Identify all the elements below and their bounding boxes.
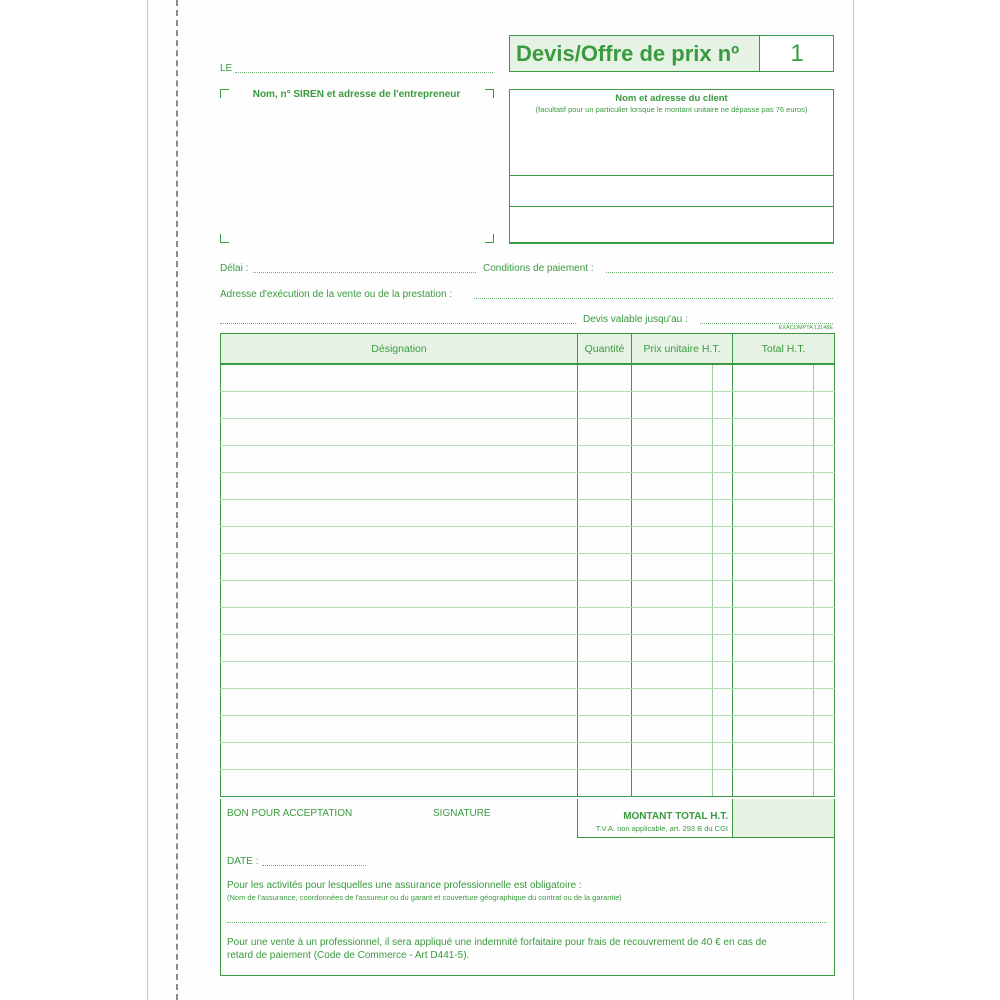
delai-field[interactable] <box>253 272 476 273</box>
prix-unitaire-cell[interactable] <box>632 500 713 527</box>
total-cell[interactable] <box>733 770 814 797</box>
table-row <box>221 554 835 581</box>
conditions-label: Conditions de paiement : <box>483 263 594 274</box>
designation-cell[interactable] <box>221 716 578 743</box>
table-row <box>221 581 835 608</box>
quantite-cell[interactable] <box>578 743 632 770</box>
valable-label: Devis valable jusqu'au : <box>583 314 688 325</box>
prix-unitaire-cell[interactable] <box>632 608 713 635</box>
table-row <box>221 473 835 500</box>
table-row <box>221 364 835 392</box>
designation-cell[interactable] <box>221 527 578 554</box>
client-field-2[interactable] <box>510 176 833 205</box>
total-cents-cell[interactable] <box>814 662 835 689</box>
prix-unitaire-cents-cell[interactable] <box>713 446 733 473</box>
le-date-field[interactable] <box>235 72 493 73</box>
table-row <box>221 500 835 527</box>
prix-unitaire-cents-cell[interactable] <box>713 635 733 662</box>
table-row <box>221 635 835 662</box>
total-cents-cell[interactable] <box>814 608 835 635</box>
prix-unitaire-cell[interactable] <box>632 716 713 743</box>
indemnite-line-1: Pour une vente à un professionnel, il sera appliqué une indemnité forfaitaire pour frais de recouvrement de 40 € en cas de <box>227 937 767 948</box>
prix-unitaire-cents-cell[interactable] <box>713 743 733 770</box>
designation-cell[interactable] <box>221 554 578 581</box>
tva-note: T.V.A. non applicable, art. 293 B du CGI <box>595 824 728 833</box>
prix-unitaire-cell[interactable] <box>632 662 713 689</box>
document-number: 1 <box>790 40 804 67</box>
entrepreneur-label: Nom, n° SIREN et adresse de l'entrepreneur <box>252 89 461 100</box>
total-cents-cell[interactable] <box>814 392 835 419</box>
header-prix-unitaire: Prix unitaire H.T. <box>632 334 733 365</box>
total-cents-cell[interactable] <box>814 554 835 581</box>
signature-label: SIGNATURE <box>433 808 491 819</box>
prix-unitaire-cents-cell[interactable] <box>713 716 733 743</box>
title-box <box>509 35 834 72</box>
total-cell[interactable] <box>733 581 814 608</box>
total-box <box>577 799 835 838</box>
prix-unitaire-cell[interactable] <box>632 527 713 554</box>
total-cell[interactable] <box>733 608 814 635</box>
total-cents-cell[interactable] <box>814 581 835 608</box>
prix-unitaire-cents-cell[interactable] <box>713 689 733 716</box>
table-row <box>221 689 835 716</box>
indemnite-line-2: retard de paiement (Code de Commerce - Art D441-5). <box>227 950 470 961</box>
table-row <box>221 392 835 419</box>
prix-unitaire-cents-cell[interactable] <box>713 392 733 419</box>
prix-unitaire-cell[interactable] <box>632 446 713 473</box>
total-cell[interactable] <box>733 743 814 770</box>
quantite-cell[interactable] <box>578 608 632 635</box>
total-cents-cell[interactable] <box>814 770 835 797</box>
header-designation: Désignation <box>221 334 578 365</box>
total-cell[interactable] <box>733 716 814 743</box>
conditions-field[interactable] <box>606 272 833 273</box>
adresse-field[interactable] <box>474 298 833 299</box>
table-row <box>221 743 835 770</box>
prix-unitaire-cents-cell[interactable] <box>713 473 733 500</box>
total-cents-cell[interactable] <box>814 364 835 392</box>
designation-cell[interactable] <box>221 608 578 635</box>
total-cents-cell[interactable] <box>814 635 835 662</box>
table-row <box>221 419 835 446</box>
total-cell[interactable] <box>733 554 814 581</box>
quantite-cell[interactable] <box>578 392 632 419</box>
designation-cell[interactable] <box>221 662 578 689</box>
prix-unitaire-cell[interactable] <box>632 364 713 392</box>
client-field-3[interactable] <box>510 207 833 237</box>
prix-unitaire-cents-cell[interactable] <box>713 419 733 446</box>
prix-unitaire-cell[interactable] <box>632 743 713 770</box>
quantite-cell[interactable] <box>578 473 632 500</box>
assurance-field[interactable] <box>227 922 827 923</box>
quantite-cell[interactable] <box>578 419 632 446</box>
total-value-field[interactable] <box>733 799 834 837</box>
total-cell[interactable] <box>733 392 814 419</box>
total-cents-cell[interactable] <box>814 743 835 770</box>
assurance-note: (Nom de l'assurance, coordonnées de l'assureur ou du garant et couverture géographique du contrat ou de la garantie) <box>227 893 622 902</box>
total-cents-cell[interactable] <box>814 446 835 473</box>
designation-cell[interactable] <box>221 473 578 500</box>
prix-unitaire-cents-cell[interactable] <box>713 364 733 392</box>
corner-mark <box>220 234 229 243</box>
document-title: Devis/Offre de prix nº <box>510 36 760 71</box>
table-row <box>221 446 835 473</box>
client-field-1[interactable] <box>510 118 833 175</box>
total-cents-cell[interactable] <box>814 527 835 554</box>
quantite-cell[interactable] <box>578 364 632 392</box>
total-label: MONTANT TOTAL H.T. <box>623 811 728 822</box>
quantite-cell[interactable] <box>578 446 632 473</box>
designation-cell[interactable] <box>221 770 578 797</box>
total-cents-cell[interactable] <box>814 473 835 500</box>
client-title: Nom et adresse du client <box>615 93 728 104</box>
prix-unitaire-cents-cell[interactable] <box>713 500 733 527</box>
le-label: LE <box>220 63 233 74</box>
date-field[interactable] <box>262 865 366 866</box>
designation-cell[interactable] <box>221 392 578 419</box>
total-cents-cell[interactable] <box>814 716 835 743</box>
perforation-line <box>176 0 178 1000</box>
items-body <box>221 364 835 797</box>
total-cell[interactable] <box>733 527 814 554</box>
table-row <box>221 608 835 635</box>
prix-unitaire-cell[interactable] <box>632 689 713 716</box>
date-label: DATE : <box>227 856 259 867</box>
prix-unitaire-cents-cell[interactable] <box>713 608 733 635</box>
total-cell[interactable] <box>733 473 814 500</box>
total-cell[interactable] <box>733 364 814 392</box>
prix-unitaire-cell[interactable] <box>632 473 713 500</box>
table-row <box>221 716 835 743</box>
quantite-cell[interactable] <box>578 635 632 662</box>
total-cell[interactable] <box>733 689 814 716</box>
prix-unitaire-cents-cell[interactable] <box>713 527 733 554</box>
designation-cell[interactable] <box>221 364 578 392</box>
assurance-label: Pour les activités pour lesquelles une assurance professionnelle est obligatoire : <box>227 880 582 891</box>
quantite-cell[interactable] <box>578 500 632 527</box>
prix-unitaire-cell[interactable] <box>632 554 713 581</box>
designation-cell[interactable] <box>221 689 578 716</box>
quantite-cell[interactable] <box>578 581 632 608</box>
quantite-cell[interactable] <box>578 662 632 689</box>
total-cell[interactable] <box>733 446 814 473</box>
prix-unitaire-cell[interactable] <box>632 770 713 797</box>
quantite-cell[interactable] <box>578 716 632 743</box>
prix-unitaire-cents-cell[interactable] <box>713 662 733 689</box>
designation-cell[interactable] <box>221 446 578 473</box>
total-cents-cell[interactable] <box>814 689 835 716</box>
prix-unitaire-cell[interactable] <box>632 635 713 662</box>
quantite-cell[interactable] <box>578 554 632 581</box>
valable-field[interactable] <box>700 323 833 324</box>
items-table <box>220 333 835 797</box>
adresse-field-2[interactable] <box>220 323 576 324</box>
total-cents-cell[interactable] <box>814 500 835 527</box>
total-cell[interactable] <box>733 419 814 446</box>
header-total: Total H.T. <box>733 334 835 365</box>
quantite-cell[interactable] <box>578 770 632 797</box>
delai-label: Délai : <box>220 263 249 274</box>
table-row <box>221 770 835 797</box>
total-cents-cell[interactable] <box>814 419 835 446</box>
designation-cell[interactable] <box>221 500 578 527</box>
table-header-row <box>221 334 835 365</box>
prix-unitaire-cell[interactable] <box>632 392 713 419</box>
total-label-cell <box>578 799 733 837</box>
total-cell[interactable] <box>733 635 814 662</box>
header-quantite: Quantité <box>578 334 632 365</box>
designation-cell[interactable] <box>221 419 578 446</box>
signature-field[interactable] <box>227 825 567 855</box>
adresse-label: Adresse d'exécution de la vente ou de la prestation : <box>220 289 453 300</box>
entrepreneur-field[interactable] <box>230 105 483 230</box>
corner-mark <box>485 234 494 243</box>
prix-unitaire-cents-cell[interactable] <box>713 554 733 581</box>
bon-label: BON POUR ACCEPTATION <box>227 808 353 819</box>
prix-unitaire-cents-cell[interactable] <box>713 581 733 608</box>
table-row <box>221 662 835 689</box>
designation-cell[interactable] <box>221 635 578 662</box>
table-row <box>221 527 835 554</box>
total-cell[interactable] <box>733 500 814 527</box>
designation-cell[interactable] <box>221 743 578 770</box>
prix-unitaire-cell[interactable] <box>632 419 713 446</box>
prix-unitaire-cell[interactable] <box>632 581 713 608</box>
designation-cell[interactable] <box>221 581 578 608</box>
client-subtitle: (facultatif pour un particulier lorsque le montant unitaire ne dépasse pas 76 euros) <box>535 105 808 114</box>
total-cell[interactable] <box>733 662 814 689</box>
quantite-cell[interactable] <box>578 689 632 716</box>
quantite-cell[interactable] <box>578 527 632 554</box>
client-box <box>509 89 834 244</box>
reference-code: EXACOMPTA 13148E <box>778 325 833 331</box>
prix-unitaire-cents-cell[interactable] <box>713 770 733 797</box>
